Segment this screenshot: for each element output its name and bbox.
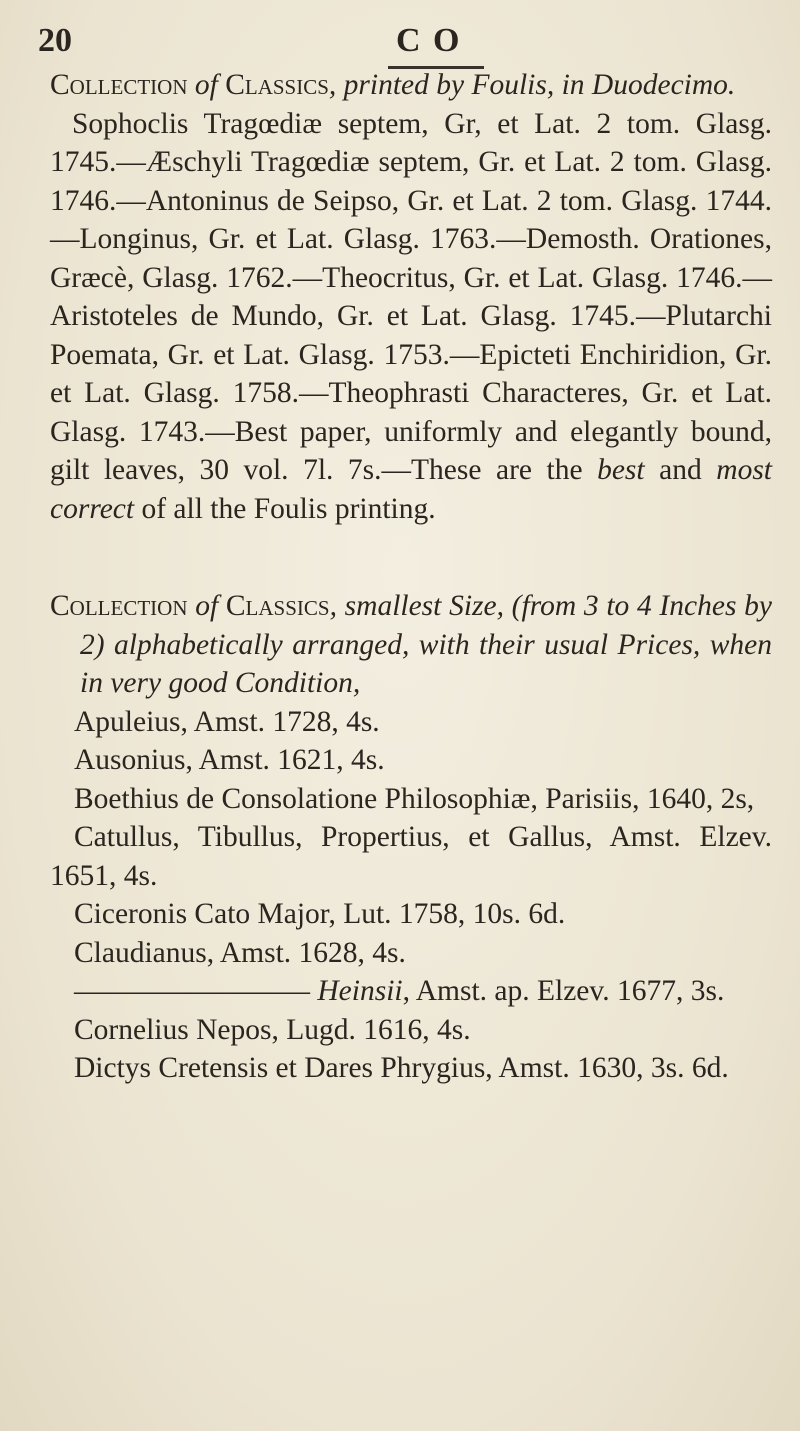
- heading-rest: , smallest Size, (from 3 to 4 Inches by 2) alphabetically arranged, with their usual Prices, when in very good Condition,: [80, 590, 772, 699]
- body-most-correct: most correct: [50, 454, 772, 525]
- list-item: Boethius de Consolatione Philosophiæ, Parisiis, 1640, 2s,: [74, 782, 755, 815]
- signature-mark: C O: [396, 22, 462, 59]
- list-item: Cornelius Nepos, Lugd. 1616, 4s.: [74, 1013, 471, 1046]
- body-best: best: [597, 454, 645, 486]
- list-item: Catullus, Tibullus, Propertius, et Gallus, Amst. Elzev. 1651, 4s.: [50, 821, 772, 892]
- heinsii-rest: , Amst. ap. Elzev. 1677, 3s.: [402, 975, 725, 1007]
- section-heading: [50, 587, 772, 703]
- body-and: and: [644, 454, 717, 486]
- heading-classics: Classics: [225, 69, 329, 101]
- list-item-heinsii: [50, 972, 772, 1011]
- heading-collection: Collection: [50, 590, 188, 622]
- heinsii-label: Heinsii: [317, 975, 403, 1007]
- page-number: 20: [38, 22, 72, 59]
- heading-of: of: [187, 590, 226, 622]
- heading-of: of: [187, 69, 226, 101]
- body-text: Sophoclis Tragœdiæ septem, Gr, et Lat. 2 tom. Glasg. 1745.—Æschyli Tragœdiæ septem, Gr. et Lat. 2 tom. Glasg. 1746.—Antoninus de Seipso, Gr. et Lat. 2 tom. Glasg. 1744.—Longinus, Gr. et Lat. Glasg. 1763.—Demosth. Orationes, Græcè, Glasg. 1762.—Theocritus, Gr. et Lat. Glasg. 1746.—Aristoteles de Mundo, Gr. et Lat. Glasg. 1745.—Plutarchi Poemata, Gr. et Lat. Glasg. 1753.—Epicteti Enchiridion, Gr. et Lat. Glasg. 1758.—Theophrasti Characteres, Gr. et Lat. Glasg. 1743.—Best paper, uniformly and elegantly bound, gilt leaves, 30 vol. 7l. 7s.—: [50, 107, 772, 486]
- smallest-size-collection-section: [50, 587, 772, 1088]
- foulis-collection-section: [50, 66, 772, 528]
- section-heading: [50, 66, 772, 105]
- list-item: Claudianus, Amst. 1628, 4s.: [74, 936, 406, 969]
- list-item: Ciceronis Cato Major, Lut. 1758, 10s. 6d.: [74, 898, 566, 930]
- heading-classics: Classics: [225, 590, 330, 622]
- body-tail: These are the: [411, 454, 598, 486]
- list-item: Ausonius, Amst. 1621, 4s.: [74, 744, 385, 776]
- page-header: [38, 22, 760, 62]
- ditto-dash: ————————: [74, 975, 310, 1007]
- section-body: [50, 105, 772, 529]
- body-end: of all the Foulis printing.: [134, 492, 436, 525]
- list-item: Apuleius, Amst. 1728, 4s.: [74, 705, 380, 738]
- list-item: Dictys Cretensis et Dares Phrygius, Amst. 1630, 3s. 6d.: [74, 1052, 729, 1084]
- heading-rest: , printed by Foulis, in Duodecimo.: [328, 69, 736, 101]
- heading-collection: Collection: [50, 69, 188, 101]
